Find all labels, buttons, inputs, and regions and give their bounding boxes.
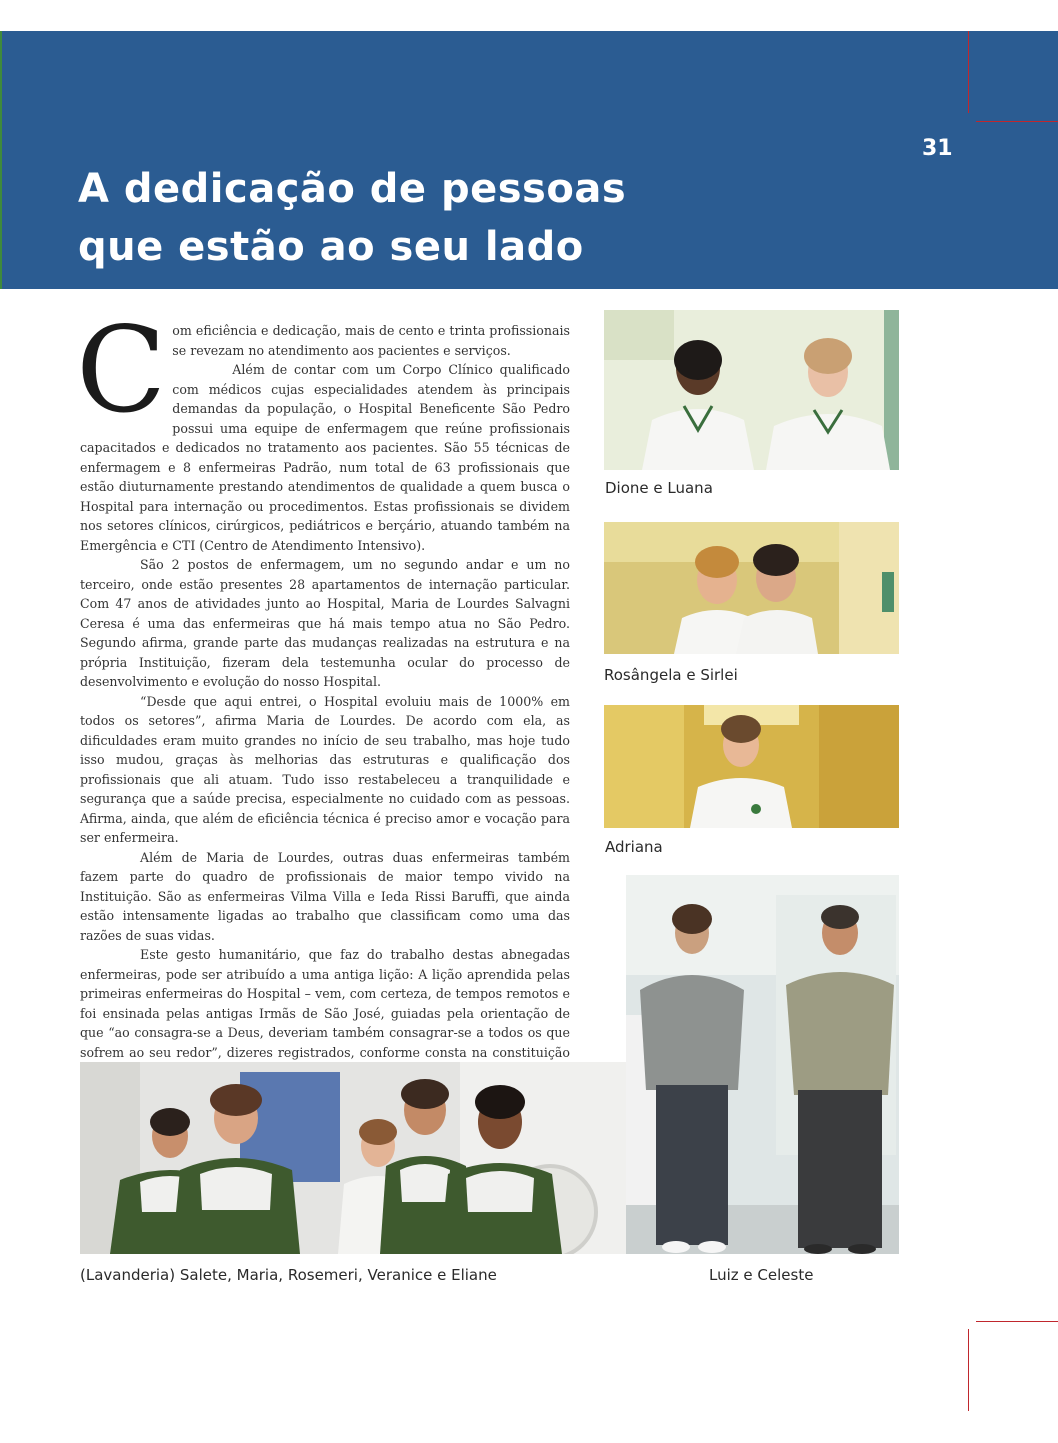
photo-lavanderia <box>80 1062 626 1254</box>
photo-dione-luana <box>604 310 899 470</box>
photo-caption: Rosângela e Sirlei <box>604 666 738 684</box>
photo-caption: Adriana <box>605 838 663 856</box>
photo-caption: Luiz e Celeste <box>709 1266 814 1284</box>
photo-rosangela-sirlei <box>604 522 899 654</box>
article-paragraph: São 2 postos de enfermagem, um no segundo andar e um no terceiro, onde estão presentes 28 apartamentos de internação particular. Com 47 anos de atividades junto ao Hospital, Maria de Lourdes Salvagni Ceresa é uma das enfermeiras que há mais tempo atua no São Pedro. Segundo afirma, grande parte das mudanças realizadas na estrutura e na própria Instituição, fizeram dela testemunha ocular do processo de desenvolvimento e evolução do nosso Hospital. <box>80 557 570 689</box>
drop-cap: C <box>76 301 167 439</box>
article-paragraph: Além de contar com um Corpo Clínico qualificado com médicos cujas especialidades atendem às principais demandas da população, o Hospital Beneficente São Pedro possui uma equipe de enfermagem que reúne profissionais capacitados e dedicados no tratamento aos pacientes. São 55 técnicas de enfermagem e 8 enfermeiras Padrão, num total de 63 profissionais que estão diuturnamente prestando atendimentos de qualidade a quem busca o Hospital para internação ou procedimentos. Estas profissionais se dividem nos setores clínicos, cirúrgicos, pediátricos e berçário, atuando também na Emergência e CTI (Centro de Atendimento Intensivo). <box>80 362 570 553</box>
article-paragraph: om eficiência e dedicação, mais de cento e trinta profissionais se revezam no atendimento aos pacientes e serviços. <box>172 323 570 358</box>
article-paragraph: Este gesto humanitário, que faz do trabalho destas abnegadas enfermeiras, pode ser atribuído a uma antiga lição: A lição aprendida pelas primeiras enfermeiras do Hospital – vem, com certeza, de tempos remotos e foi ensinada pelas antigas Irmãs de São José, guiadas pela orientação de que “ao consagra-se a Deus, deveriam também consagrar-se a todos os que sofrem ao seu redor”, dizeres registrados, conforme consta na constituição <box>80 947 570 1060</box>
crop-mark <box>976 121 1058 122</box>
banner-edge <box>0 31 2 289</box>
photo-adriana <box>604 705 899 828</box>
photo-caption: Dione e Luana <box>605 479 713 497</box>
page-number: 31 <box>922 136 953 161</box>
title-line-1: A dedicação de pessoas <box>78 166 627 212</box>
page-title <box>78 160 638 276</box>
crop-mark <box>968 1329 969 1411</box>
article-paragraph: Além de Maria de Lourdes, outras duas enfermeiras também fazem parte do quadro de profissionais de maior tempo vivido na Instituição. São as enfermeiras Vilma Villa e Ieda Rissi Baruffi, que ainda estão intensamente ligadas ao trabalho que classificam como uma das razões de suas vidas. <box>80 849 570 943</box>
article-paragraph: “Desde que aqui entrei, o Hospital evoluiu mais de 1000% em todos os setores”, afirma Maria de Lourdes. De acordo com ela, as dificuldades eram muito grandes no início de seu trabalho, mas hoje tudo isso mudou, graças às melhorias das estruturas e qualificação dos profissionais que ali atuam. Tudo isso restabeleceu a tranquilidade e segurança que a saúde precisa, especialmente no cuidado com as pessoas. Afirma, ainda, que além de eficiência técnica é preciso amor e vocação para ser enfermeira. <box>80 693 570 845</box>
photo-luiz-celeste <box>626 875 899 1254</box>
photo-caption: (Lavanderia) Salete, Maria, Rosemeri, Veranice e Eliane <box>80 1266 497 1284</box>
crop-mark <box>968 31 969 113</box>
title-line-2: que estão ao seu lado <box>78 224 584 270</box>
article-body <box>76 301 570 1082</box>
crop-mark <box>976 1321 1058 1322</box>
